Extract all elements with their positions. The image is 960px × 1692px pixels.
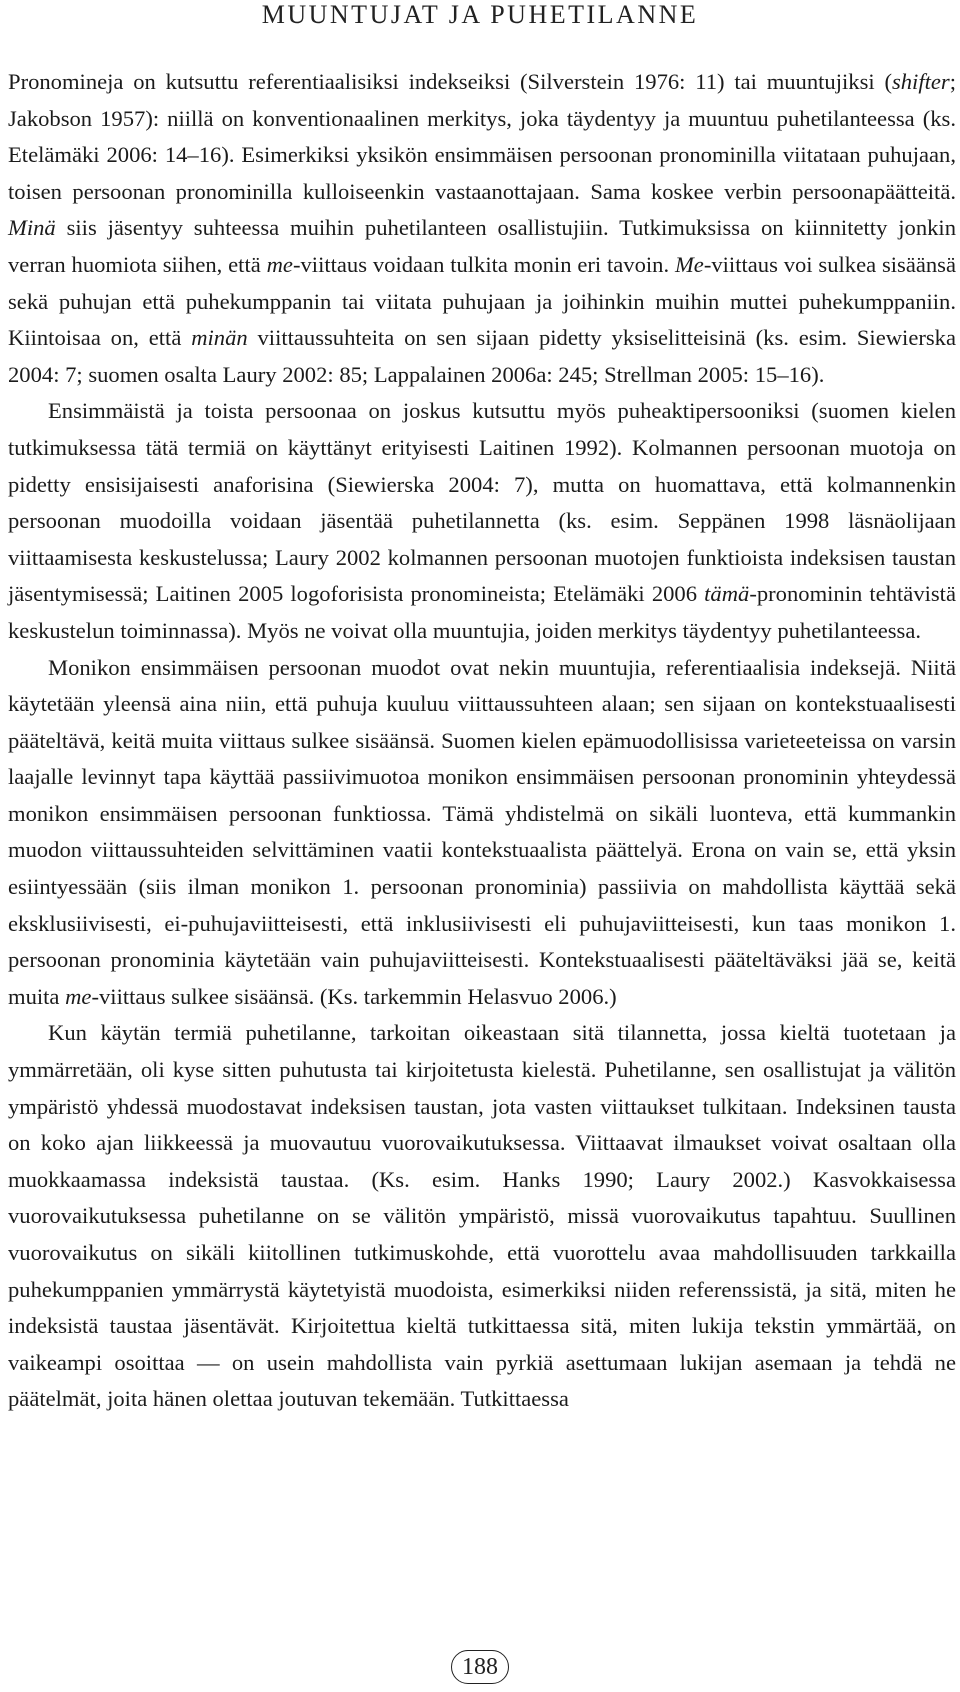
paragraph-4 [8, 1015, 956, 1418]
text-run: -pronominin tehtävistä keskustelun toiminnassa). Myös ne voivat olla muuntujia, joiden merkitys täydentyy puhetilanteessa. [8, 581, 956, 643]
text-run: ; Jakobson 1957): niillä on konventionaalinen merkitys, joka täydentyy ja muuntuu puhetilanteessa (ks. Etelämäki 2006: 14–16). Esimerkiksi yksikön ensimmäisen persoonan pronominilla viitataan puhujaan, toisen persoonan pronominilla kulloiseenkin vastaanottajaan. Sama koskee verbin persoonapäätteitä. [8, 69, 956, 204]
italic-term: minän [191, 325, 248, 351]
text-run: Monikon ensimmäisen persoonan muodot ovat nekin muuntujia, referentiaalisia indeksejä. Niitä käytetään yleensä aina niin, että puhuja kuuluu viittaussuhteen alaan; sen sijaan on kontekstuaalisesti pääteltävä, keitä muita viittaus sulkee sisäänsä. Suomen kielen epämuodollisissa varieteeteissa on varsin laajalle levinnyt tapa käyttää passiivimuotoa monikon ensimmäisen persoonan pronominin yhteydessä monikon ensimmäisen persoonan funktiossa. Tämä yhdistelmä on sikäli luonteva, että kummankin muodon viittaussuhteiden selvittäminen vaatii kontekstuaalista päättelyä. Erona on vain se, että yksin esiintyessään (siis ilman monikon 1. persoonan pronominia) passiivia on mahdollista käyttää sekä eksklusiivisesti, ei-puhujaviitteisesti, että inklusiivisesti eli puhujaviitteisesti, kun taas monikon 1. persoonan pronominia käytetään vain puhujaviitteisesti. Kontekstuaalisesti pääteltäväksi jää se, keitä muita [8, 654, 956, 1009]
paragraph-1 [8, 64, 956, 393]
italic-term: me [266, 251, 293, 277]
italic-term: shifter [891, 69, 950, 94]
running-header: MUUNTUJAT JA PUHETILANNE [261, 0, 699, 29]
text-run: Kun käytän termiä puhetilanne, tarkoitan oikeastaan sitä tilannetta, jossa kieltä tuotetaan ja ymmärretään, oli kyse sitten puhutusta tai kirjoitetusta kielestä. Puhetilanne, sen osallistujat ja välitön ympäristö yhdessä muodostavat indeksisen taustan, jota vasten viittaukset tulkitaan. Indeksinen tausta on koko ajan liikkeessä ja muovautuu vuorovaikutuksessa. Viittaavat ilmaukset voivat osaltaan olla muokkaamassa indeksistä taustaa. (Ks. esim. Hanks 1990; Laury 2002.) Kasvokkaisessa vuorovaikutuksessa puhetilanne on se välitön ympäristö, missä vuorovaikutus tapahtuu. Suullinen vuorovaikutus on sikäli kiitollinen tutkimuskohde, että vuorottelu avaa mahdollisuuden tarkkailla puhekumppanien ymmärrystä käytetyistä muodoista, esimerkiksi niiden referenssistä, ja sitä, miten he indeksistä taustaa jäsentävät. Kirjoitettua kieltä tutkittaessa sitä, miten lukija tekstin ymmärtää, on vaikeampi osoittaa — on usein mahdollista vain pyrkiä asettumaan lukijan asemaan ja tehdä ne päätelmät, joita hänen olettaa joutuvan tekemään. Tutkittaessa [8, 1020, 956, 1412]
body-text [8, 64, 956, 1418]
italic-term: Minä [8, 215, 56, 241]
text-run: Pronomineja on kutsuttu referentiaalisiksi indekseiksi (Silverstein 1976: 11) tai muuntujiksi ( [8, 69, 892, 94]
page-number-container [0, 1650, 960, 1684]
text-run: -viittaus voidaan tulkita monin eri tavoin. [292, 251, 675, 277]
paragraph-2 [8, 393, 956, 649]
italic-term: me [65, 983, 92, 1009]
italic-term: tämä [704, 581, 750, 607]
page-number: 188 [451, 1650, 509, 1684]
text-run: -viittaus voi sulkea sisäänsä sekä puhujan että puhekumppanin tai viitata puhujaan ja joihinkin muihin muttei puhekumppaniin. Kiintoisaa on, että [8, 251, 957, 351]
italic-term: Me [674, 251, 704, 277]
text-run: -viittaus sulkee sisäänsä. (Ks. tarkemmin Helasvuo 2006.) [91, 983, 617, 1009]
paragraph-3 [8, 650, 956, 1016]
text-run: viittaussuhteita on sen sijaan pidetty yksiselitteisinä (ks. esim. Siewierska 2004: 7; suomen osalta Laury 2002: 85; Lappalainen 2006a: 245; Strellman 2005: 15–16). [8, 325, 957, 387]
text-run: siis jäsentyy suhteessa muihin puhetilanteen osallistujiin. Tutkimuksissa on kiinnitetty jonkin verran huomiota siihen, että [8, 215, 956, 277]
text-run: Ensimmäistä ja toista persoonaa on joskus kutsuttu myös puheaktipersooniksi (suomen kielen tutkimuksessa tätä termiä on käyttänyt erityisesti Laitinen 1992). Kolmannen persoonan muotoja on pidetty ensisijaisesti anaforisina (Siewierska 2004: 7), mutta on huomattava, että kolmannenkin persoonan muodoilla voidaan jäsentää puhetilannetta (ks. esim. Seppänen 1998 läsnäolijaan viittaamisesta keskustelussa; Laury 2002 kolmannen persoonan muotojen funktioista indeksisen taustan jäsentymisessä; Laitinen 2005 logoforisista pronomineista; Etelämäki 2006 [8, 398, 956, 607]
